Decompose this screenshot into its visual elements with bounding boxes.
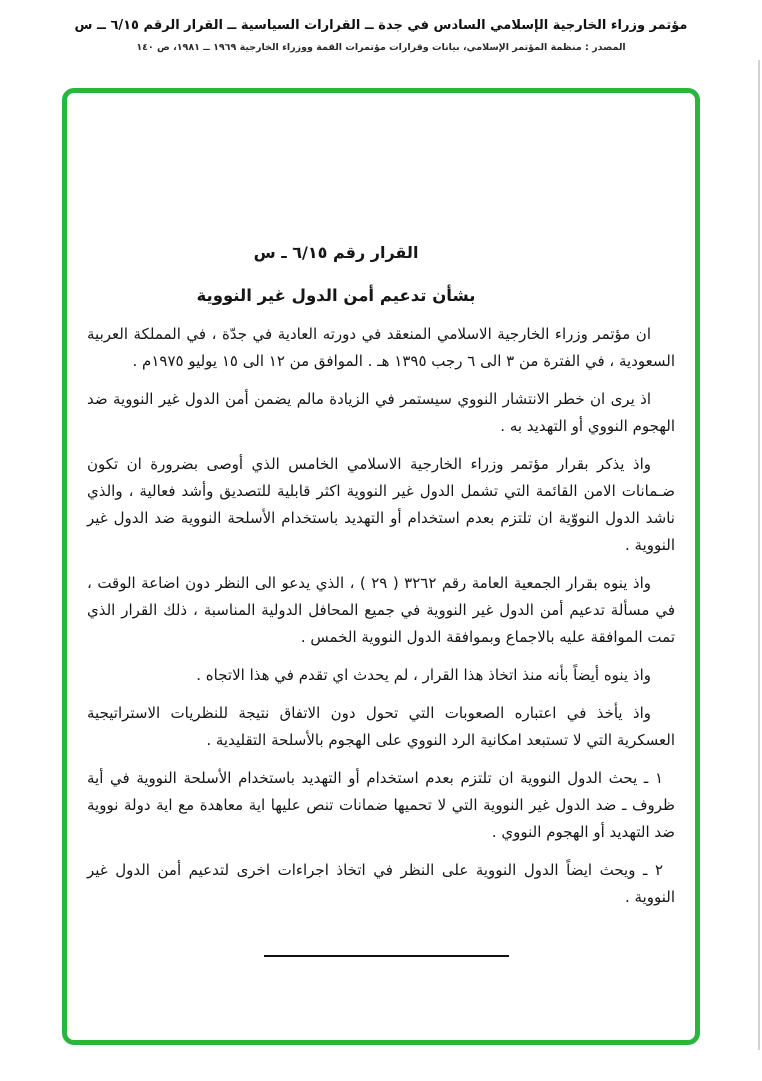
paragraph-recalling: واذ يذكر بقرار مؤتمر وزراء الخارجية الاسلامي الخامس الذي أوصى بضرورة ان تكون ضـمانات الامن القائمة التي تشمل الدول غير النووية اكثر قابلية للتصديق وأشد فعالية ، والذي ناشد الدول النووّية ان تلتزم بعدم استخدام أو التهديد باستخدام الأسلحة النووية ضد الدول غير النووية . [87,455,675,554]
paragraph-considering-1: اذ يرى ان خطر الانتشار النووي سيستمر في الزيادة مالم يضمن أمن الدول غير النووية ضد الهجوم النووي أو التهديد به . [87,390,675,435]
page-header [0,0,762,53]
doc-subject: بشأن تدعيم أمن الدول غير النووية [196,286,476,305]
page-frame [62,88,700,1045]
paragraph-noting-progress: واذ ينوه أيضاً بأنه منذ اتخاذ هذا القرار ، لم يحدث اي تقدم في هذا الاتجاه . [196,666,651,684]
scan-edge-artifact [758,60,760,1050]
header-title: مؤتمر وزراء الخارجية الإسلامي السادس في جدة ــ القرارات السياسية ــ القرار الرقم ٦/١٥ ــ س [74,18,688,33]
list-item-1: ١ ـ يحث الدول النووية ان تلتزم بعدم استخدام أو التهديد باستخدام الأسلحة النووية في أية ظروف ـ ضد الدول غير النووية التي لا تحميها ضمانات تنص عليها اية معاهدة مع اية دولة نووية ضد التهديد أو الهجوم النووي . [87,769,675,841]
paragraph-preamble: ان مؤتمر وزراء الخارجية الاسلامي المنعقد في دورته العادية في جدّة ، في المملكة العربية السعودية ، في الفترة من ٣ الى ٦ رجب ١٣٩٥ هـ . الموافق من ١٢ الى ١٥ يوليو ١٩٧٥م . [87,325,675,370]
paragraph-noting-resolution: واذ ينوه بقرار الجمعية العامة رقم ٣٢٦٢ ( ٢٩ ) ، الذي يدعو الى النظر دون اضاعة الوقت ، في مسألة تدعيم أمن الدول غير النووية في جميع المحافل الدولية المناسبة ، ذلك القرار الذي تمت الموافقة عليه بالاجماع وبموافقة الدول النووية الخمس . [87,574,675,646]
doc-headings [42,243,630,305]
separator-line [264,955,509,957]
paragraph-taking-into-account: واذ يأخذ في اعتباره الصعوبات التي تحول دون الاتفاق نتيجة للنظريات الاستراتيجية العسكرية التي لا تستبعد امكانية الرد النووي على الهجوم بالأسلحة التقليدية . [87,704,675,749]
doc-title: القرار رقم ٦/١٥ ـ س [253,243,419,262]
document-body [67,93,695,957]
header-source: المصدر : منظمة المؤتمر الإسلامي، بيانات وقرارات مؤتمرات القمة ووزراء الخارجية ١٩٦٩ ــ ١٩٨١، ص ١٤٠ [136,42,626,53]
list-item-2: ٢ ـ ويحث ايضاً الدول النووية على النظر في اتخاذ اجراءات اخرى لتدعيم أمن الدول غير النووية . [87,861,675,906]
